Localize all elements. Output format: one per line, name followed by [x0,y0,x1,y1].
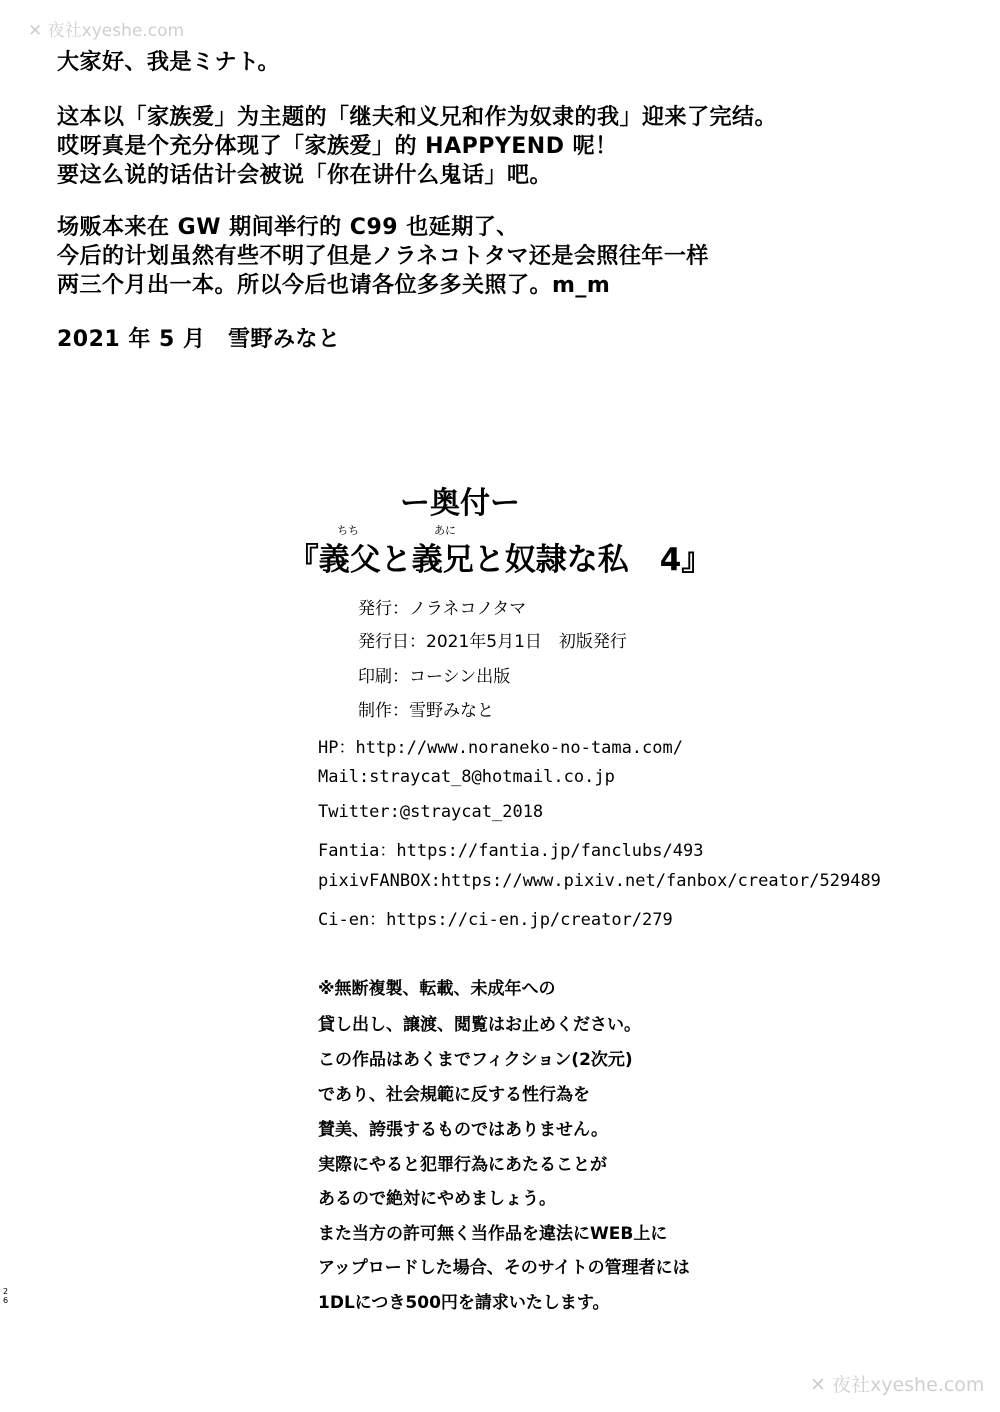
message-line: 两三个月出一本。所以今后也请各位多多关照了。m_m [57,273,611,298]
message-line: 这本以「家族爱」为主题的「继夫和义兄和作为奴隶的我」迎来了完结。 [57,105,778,130]
notice-line: 実際にやると犯罪行為にあたることが [318,1155,607,1175]
watermark-top-text: 夜社xyeshe.com [47,21,185,41]
watermark-bottom-text: 夜社xyeshe.com [831,1374,985,1396]
watermark-top [28,16,184,41]
publisher: 発行：ノラネコノタマ [358,599,527,619]
watermark-bottom [810,1370,984,1397]
notice-line: 賛美、誇張するものではありません。 [318,1120,609,1140]
notice-line: また当方の許可無く当作品を違法にWEB上に [318,1224,668,1244]
printer: 印刷：コーシン出版 [358,667,511,687]
fantia-link[interactable]: Fantia：https://fantia.jp/fanclubs/493 [318,841,704,861]
mail-link[interactable]: Mail:straycat_8@hotmail.co.jp [318,767,615,787]
notice-line: ※無断複製、転載、未成年への [318,979,556,999]
notice-line: 貸し出し、譲渡、閲覧はお止めください。 [318,1015,641,1035]
homepage-link[interactable]: HP：http://www.noraneko-no-tama.com/ [318,738,683,758]
x-logo-icon: ✕ [28,21,43,41]
page-number [3,1287,8,1305]
notice-line: 1DLにつき500円を請求いたします。 [318,1293,610,1313]
colophon-heading: ー奥付ー [400,486,520,521]
twitter-link[interactable]: Twitter:@straycat_2018 [318,802,544,822]
message-line: 哎呀真是个充分体现了「家族爱」的 HAPPYEND 呢！ [57,134,618,159]
fanbox-link[interactable]: pixivFANBOX:https://www.pixiv.net/fanbox/creator/529489 [318,871,881,891]
signature: 2021 年 5 月 雪野みなと [57,327,341,352]
notice-line: であり、社会規範に反する性行為を [318,1085,590,1105]
notice-line: この作品はあくまでフィクション(2次元) [318,1050,633,1070]
book-title: 『義父と義兄と奴隷な私 4』 [287,542,713,578]
notice-line: あるので絶対にやめましょう。 [318,1189,556,1209]
notice-line: アップロードした場合、そのサイトの管理者には [318,1258,690,1278]
page-number-digit: 6 [3,1296,9,1305]
author: 制作：雪野みなと [358,701,494,721]
ruby-chichi: ちち [337,524,359,537]
message-line: 场贩本来在 GW 期间举行的 C99 也延期了、 [57,215,519,240]
publish-date: 発行日：2021年5月1日 初版発行 [358,632,627,652]
ruby-ani: あに [434,524,456,537]
message-line: 今后的计划虽然有些不明了但是ノラネコトタマ还是会照往年一样 [57,244,709,269]
cien-link[interactable]: Ci-en：https://ci-en.jp/creator/279 [318,910,673,930]
x-logo-icon: ✕ [810,1374,826,1396]
greeting: 大家好、我是ミナト。 [57,50,281,75]
message-line: 要这么说的话估计会被说「你在讲什么鬼话」吧。 [57,163,553,188]
page-number-digit: 2 [3,1287,9,1296]
